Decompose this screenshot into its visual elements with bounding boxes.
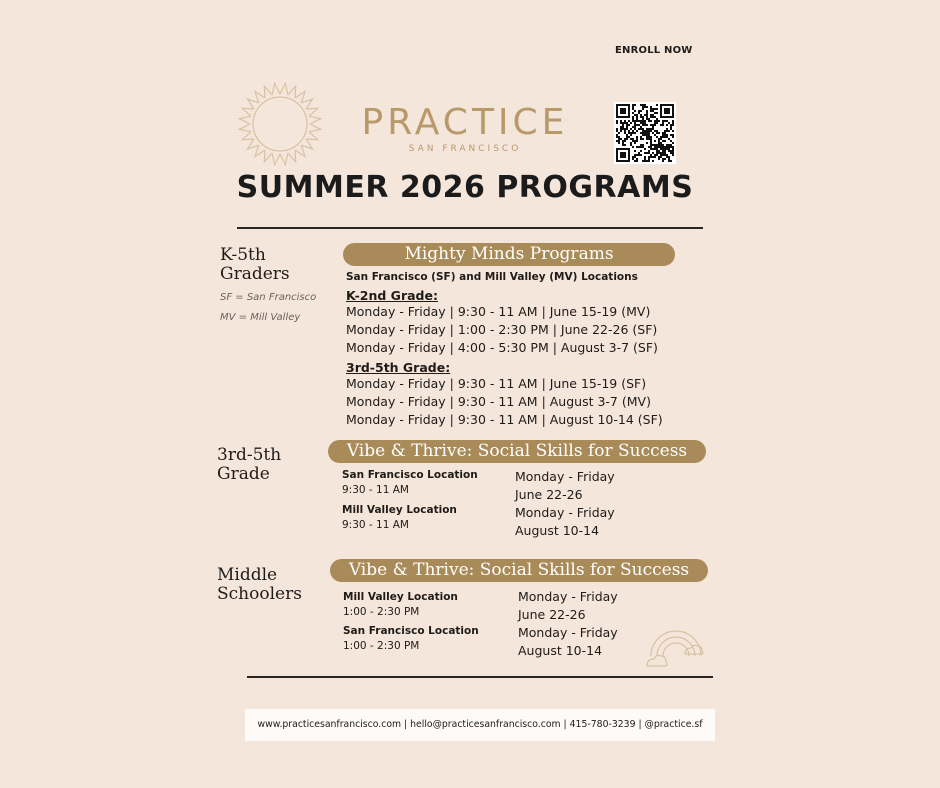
location-time: 9:30 - 11 AM [342,484,409,496]
grade35-loc-1 [342,468,478,498]
enroll-now-link[interactable]: ENROLL NOW [615,45,693,56]
qr-code-icon[interactable] [614,102,676,164]
brand-logo [360,104,570,154]
dates-text: August 10-14 [518,643,603,658]
vibe-thrive-banner-middle: Vibe & Thrive: Social Skills for Success [330,559,708,582]
dates-text: June 22-26 [515,487,583,502]
session-row: Monday - Friday | 1:00 - 2:30 PM | June 22-26 (SF) [346,322,658,337]
mighty-minds-banner: Mighty Minds Programs [343,243,675,266]
grade35-label-line1: 3rd-5th [217,445,282,465]
session-row: Monday - Friday | 9:30 - 11 AM | August 10-14 (SF) [346,412,663,427]
page-title: SUMMER 2026 PROGRAMS [236,170,694,205]
middle-dates [518,588,618,660]
g35-group [346,360,663,429]
location-time: 9:30 - 11 AM [342,519,409,531]
days-text: Monday - Friday [518,625,618,640]
legend-sf: SF = San Francisco [220,292,317,303]
vibe-thrive-banner-35: Vibe & Thrive: Social Skills for Success [328,440,706,463]
k5-locations: San Francisco (SF) and Mill Valley (MV) Locations [346,271,638,283]
contact-footer: www.practicesanfrancisco.com | hello@practicesanfrancisco.com | 415-780-3239 | @practice.sf [245,709,715,741]
session-row: Monday - Friday | 9:30 - 11 AM | June 15-19 (MV) [346,304,651,319]
bottom-divider [247,676,713,678]
days-text: Monday - Friday [518,589,618,604]
middle-label-line2: Schoolers [217,584,302,604]
brand-name: PRACTICE [361,102,569,143]
middle-loc-1 [343,590,458,620]
session-row: Monday - Friday | 9:30 - 11 AM | August 3-7 (MV) [346,394,651,409]
location-name: Mill Valley Location [343,591,458,603]
days-text: Monday - Friday [515,505,615,520]
grade35-label-line2: Grade [217,464,270,484]
sun-icon [236,80,324,168]
middle-label [217,566,302,604]
k2-group [346,288,658,357]
location-name: San Francisco Location [343,625,479,637]
legend-note [220,288,316,328]
rainbow-icon [645,614,707,670]
grade35-dates [515,468,615,540]
k2-heading: K-2nd Grade: [346,288,438,303]
days-text: Monday - Friday [515,469,615,484]
k5-label-line2: Graders [220,264,290,284]
session-row: Monday - Friday | 4:00 - 5:30 PM | August 3-7 (SF) [346,340,658,355]
middle-label-line1: Middle [217,565,278,585]
dates-text: June 22-26 [518,607,586,622]
legend-mv: MV = Mill Valley [220,312,301,323]
k5-label [220,246,290,284]
location-name: San Francisco Location [342,469,478,481]
location-time: 1:00 - 2:30 PM [343,606,420,618]
grade35-loc-2 [342,503,457,533]
top-divider [237,227,703,229]
k5-label-line1: K-5th [220,245,266,265]
location-name: Mill Valley Location [342,504,457,516]
brand-subtitle: SAN FRANCISCO [408,144,522,154]
location-time: 1:00 - 2:30 PM [343,640,420,652]
middle-loc-2 [343,624,479,654]
grade35-label [217,446,281,484]
session-row: Monday - Friday | 9:30 - 11 AM | June 15-19 (SF) [346,376,647,391]
g35-heading: 3rd-5th Grade: [346,360,451,375]
dates-text: August 10-14 [515,523,600,538]
